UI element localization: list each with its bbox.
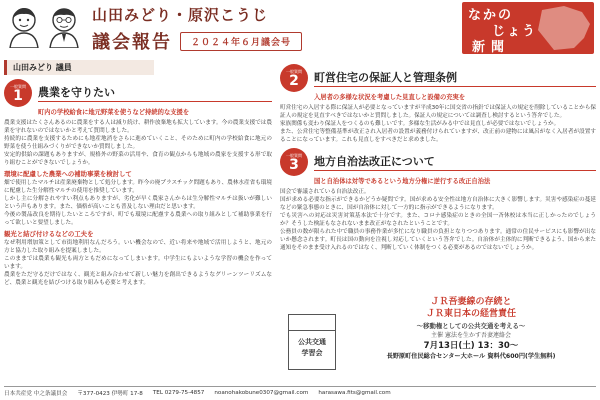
yamada-portrait-icon — [4, 4, 44, 48]
paragraph: 農業をただ守るだけではなく、観光と組み合わせて新しい魅力を創出できるようなグリーンツーリズムなど、農業と観光を結びつける取り組みも必要と考えます。 — [4, 272, 272, 286]
section-1-header — [4, 79, 272, 107]
sub-heading: 観光と結び付けるなどの工夫を — [4, 230, 94, 238]
section-subtitle: 町内の学校給食に地元野菜を使うなど持続的な支援を — [38, 109, 190, 116]
paragraph: 国会で審議されている自治法改正。 — [280, 189, 370, 195]
paragraph: 畑で使用したマルチは産業廃棄物として処分します。昨今の廃プラスチック問題もあり、農林水産省も環境に配慮した生分解性マルチの使用を推奨しています。 — [4, 180, 272, 194]
event-venue: 長野原町住民総合センター大ホール 資料代600円(学生無料) — [386, 353, 556, 360]
event-title-line2: ＪＲ東日本の経営責任 — [425, 309, 516, 319]
masthead — [0, 0, 600, 56]
section-2-header — [280, 64, 596, 92]
section-3-header — [280, 148, 596, 176]
event-date: 7月13日(土) 13：30～ — [423, 341, 519, 351]
paragraph: また、公営住宅等整備基準が改正され入居者の設置が義務付けられていますが、改正前の建物には風呂がなく入居者が設置することになっています。これも見直しをすべきだと求めました。 — [280, 129, 596, 143]
paragraph: 安定的供給の課題もありますが、規格外の野菜の活用や、食育の観点からも地域の農家を支援する形で取り組むことができないでしょうか。 — [4, 152, 272, 166]
paragraph: 公務員の数が限られた中で職員の事務作業が多忙になり職員の負担となりつつあります。通常の住民サービスにも影響が出ないか懸念されます。町長は国の動向を注視し対応していくという答弁でした。自治体が主体的に判断できるよう、国から来た通知をそのまま受け入れるのではなく、判断していく体制をつくる必要があるのではないでしょうか。 — [280, 229, 596, 251]
section-title: 町営住宅の保証人と管理条例 — [314, 69, 596, 87]
paragraph: なぜ利用増加策として市街地利用なんだろう。いい機会なので、近い将来や地域で活用しようと、地元の方と協力した取り組みを提案しました。 — [4, 240, 272, 254]
email-link[interactable]: noanohakobune0307@gmail.com — [214, 389, 309, 396]
newspaper-name-line1: なかの — [468, 8, 514, 23]
postal-address: 〒377-0423 伊勢町 17-8 — [77, 390, 143, 397]
paragraph: 家族関係も変わり保証人をつくるのも難しいです。多様な生活がみる中では見直しが必要ではないでしょうか。 — [280, 121, 560, 127]
harasawa-portrait-icon — [44, 4, 84, 48]
question-number-badge: 一般質問 2 — [280, 64, 308, 92]
issue-badge: ２０２４年６月議会号 — [180, 32, 302, 51]
section-title: 地方自治法改正について — [314, 153, 596, 171]
paragraph: 農業支援はたくさんあるのに農業をする人は減り続け、耕作放棄地も拡大しています。今の農業支援では農業を守れないのではないかと考えて質問しました。 — [4, 120, 272, 134]
member-label: 山田みどり 議員 — [4, 60, 154, 75]
section-subtitle: 入居者の多様な状況を考慮した見直しと設備の充実を — [314, 94, 466, 101]
paragraph: 今後の製品改良を期待したいところですが、町でも環境に配慮する農業への取り組みとして補助事業を行って欲しいと要望しました。 — [4, 212, 272, 226]
event-notice — [346, 296, 596, 388]
paragraph: このままでは農業も観光も両方ともだめになってしまいます。中学生にもよいような学習の機会を作っています。 — [4, 256, 272, 270]
masthead-title — [92, 4, 452, 54]
paragraph: 持続的に農業を支援するためにも地産地消をさらに進めていくこと、そのために町内の学校給食に地元の野菜を使う仕組みづくりができないか質問しました。 — [4, 136, 272, 150]
paragraph: でも災害への対応は災害対策基本法で十分です。また、コロナ感染症のときの全国一斉休校は本当に正しかったのでしょうか？そうした検証もなされないまま改正がなされたということです。 — [280, 213, 596, 227]
paragraph: 国が求める必要な指示ができるかどうか疑問です。国が求める安全性は地方自治体に大きく影響します。災害や感染症の蔓延などの緊急事態のときに、国が自治体に対して一方的に指示ができるようになります。 — [280, 197, 596, 211]
section-title: 農業を守りたい — [38, 84, 272, 102]
divider — [289, 315, 335, 331]
event-organizer: 主催 憲法を生かす吾妻連絡会 — [431, 332, 511, 339]
councillor-names: 山田みどり・原沢こうじ — [92, 6, 269, 24]
left-column — [4, 60, 272, 396]
transit-label: 公共交通 学習会 — [298, 338, 326, 357]
newspaper-name-line2: じょう — [492, 24, 538, 39]
party-name: 日本共産党 中之条議員会 — [4, 390, 68, 397]
newspaper-name-line3: 新聞 — [472, 40, 511, 54]
phone-number: TEL 0279-75-4857 — [152, 389, 205, 396]
question-number-badge: 一般質問 1 — [4, 79, 32, 107]
footer-contact — [4, 386, 596, 398]
report-title: 議会報告 — [92, 32, 172, 53]
question-number-badge: 一般質問 3 — [280, 148, 308, 176]
paragraph: しかし主に分解されやすい利点もありますが、劣化が早く農家さんからは生分解性マルチは扱いが難しいという声もあります。また、価格が高いことも普及しない理由だと思います。 — [4, 196, 272, 210]
sub-heading: 環境に配慮した農業への補助事業を検討して — [4, 170, 132, 178]
email-link[interactable]: harasawa.fits@gmail.com — [318, 389, 391, 396]
event-title-line1: ＪＲ吾妻線の存続と — [430, 297, 512, 307]
event-subtitle: ～移動権としての公共交通を考える～ — [416, 322, 526, 330]
section-subtitle: 国と自治体は対等であるという地方分権に逆行する改正自治法 — [314, 178, 491, 185]
paragraph: 町営住宅の入居する際に保証人が必要となっていますが平成30年に国交省の指針では保証人の規定を削除していることから保証人の規定を見直すべきではないかと質問しました。保証人の規定については調査し検討するという答弁でした。 — [280, 105, 596, 119]
nakanojo-newspaper-logo — [462, 2, 594, 54]
transit-study-box — [288, 314, 336, 370]
